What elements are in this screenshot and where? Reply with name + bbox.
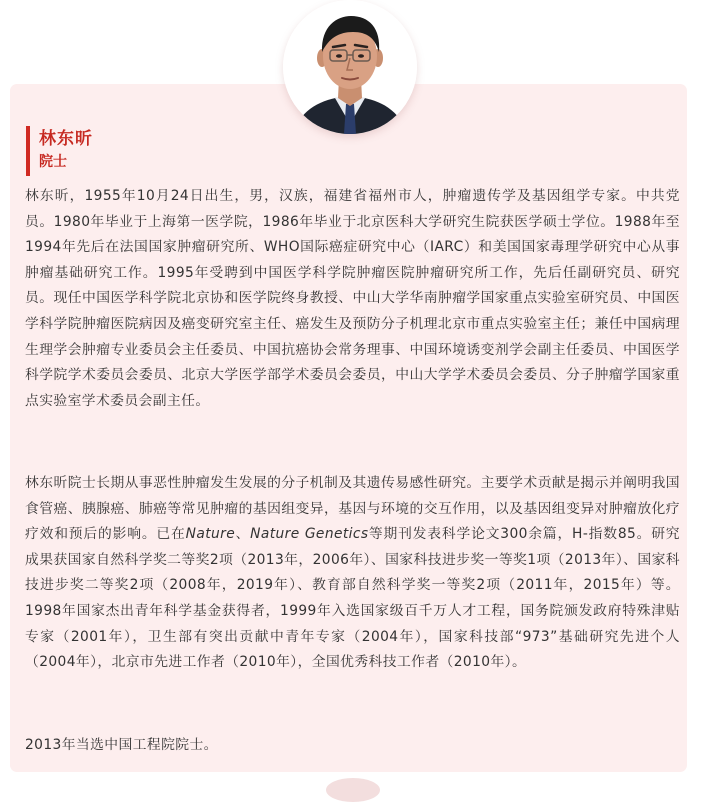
person-name: 林东昕 [39, 129, 93, 149]
person-portrait-icon [283, 0, 417, 134]
bottom-decoration [326, 778, 380, 802]
person-title: 院士 [39, 154, 67, 170]
journal-nature: Nature [185, 526, 236, 543]
journal-separator: 、 [235, 526, 251, 543]
bio-paragraph-2-part-a: 林东昕院士长期从事恶性肿瘤发生发展的分子机制及其遗传易感性研究。主要学术贡献是揭示并阐明我国食管癌、胰腺癌、肺癌等常见肿瘤的基因组变异，基因与环境的交互作用，以及基因组变异对肿瘤放化疗疗效和预后的影响。已在 [25, 475, 680, 543]
bio-paragraph-2-part-b: 等期刊发表科学论文300余篇，H-指数85。研究成果获国家自然科学奖二等奖2项（2013年，2006年）、国家科技进步奖一等奖1项（2013年）、国家科技进步奖二等奖2项（2008年，2019年）、教育部自然科学奖一等奖2项（2011年，2015年）等。1998年国家杰出青年科学基金获得者，1999年入选国家级百千万人才工程，国务院颁发政府特殊津贴专家（2001年），卫生部有突出贡献中青年专家（2004年），国家科技部“973”基础研究先进个人（2004年），北京市先进工作者（2010年），全国优秀科技工作者（2010年）。 [25, 526, 680, 671]
portrait-avatar [283, 0, 417, 134]
name-header [26, 126, 93, 176]
bio-paragraph-3: 2013年当选中国工程院院士。 [25, 737, 218, 753]
bio-paragraph-2 [25, 471, 680, 676]
bio-paragraph-1: 林东昕，1955年10月24日出生，男，汉族，福建省福州市人，肿瘤遗传学及基因组学专家。中共党员。1980年毕业于上海第一医学院，1986年毕业于北京医科大学研究生院获医学硕士学位。1988年至1994年先后在法国国家肿瘤研究所、WHO国际癌症研究中心（IARC）和美国国家毒理学研究中心从事肿瘤基础研究工作。1995年受聘到中国医学科学院肿瘤医院肿瘤研究所工作，先后任副研究员、研究员。现任中国医学科学院北京协和医学院终身教授、中山大学华南肿瘤学国家重点实验室研究员、中国医学科学院肿瘤医院病因及癌变研究室主任、癌发生及预防分子机理北京市重点实验室主任；兼任中国病理生理学会肿瘤专业委员会主任委员、中国抗癌协会常务理事、中国环境诱变剂学会副主任委员、中国医学科学院学术委员会委员、北京大学医学部学术委员会委员，中山大学学术委员会委员、分子肿瘤学国家重点实验室学术委员会副主任。 [25, 188, 680, 409]
journal-nature-genetics: Nature Genetics [250, 526, 369, 543]
